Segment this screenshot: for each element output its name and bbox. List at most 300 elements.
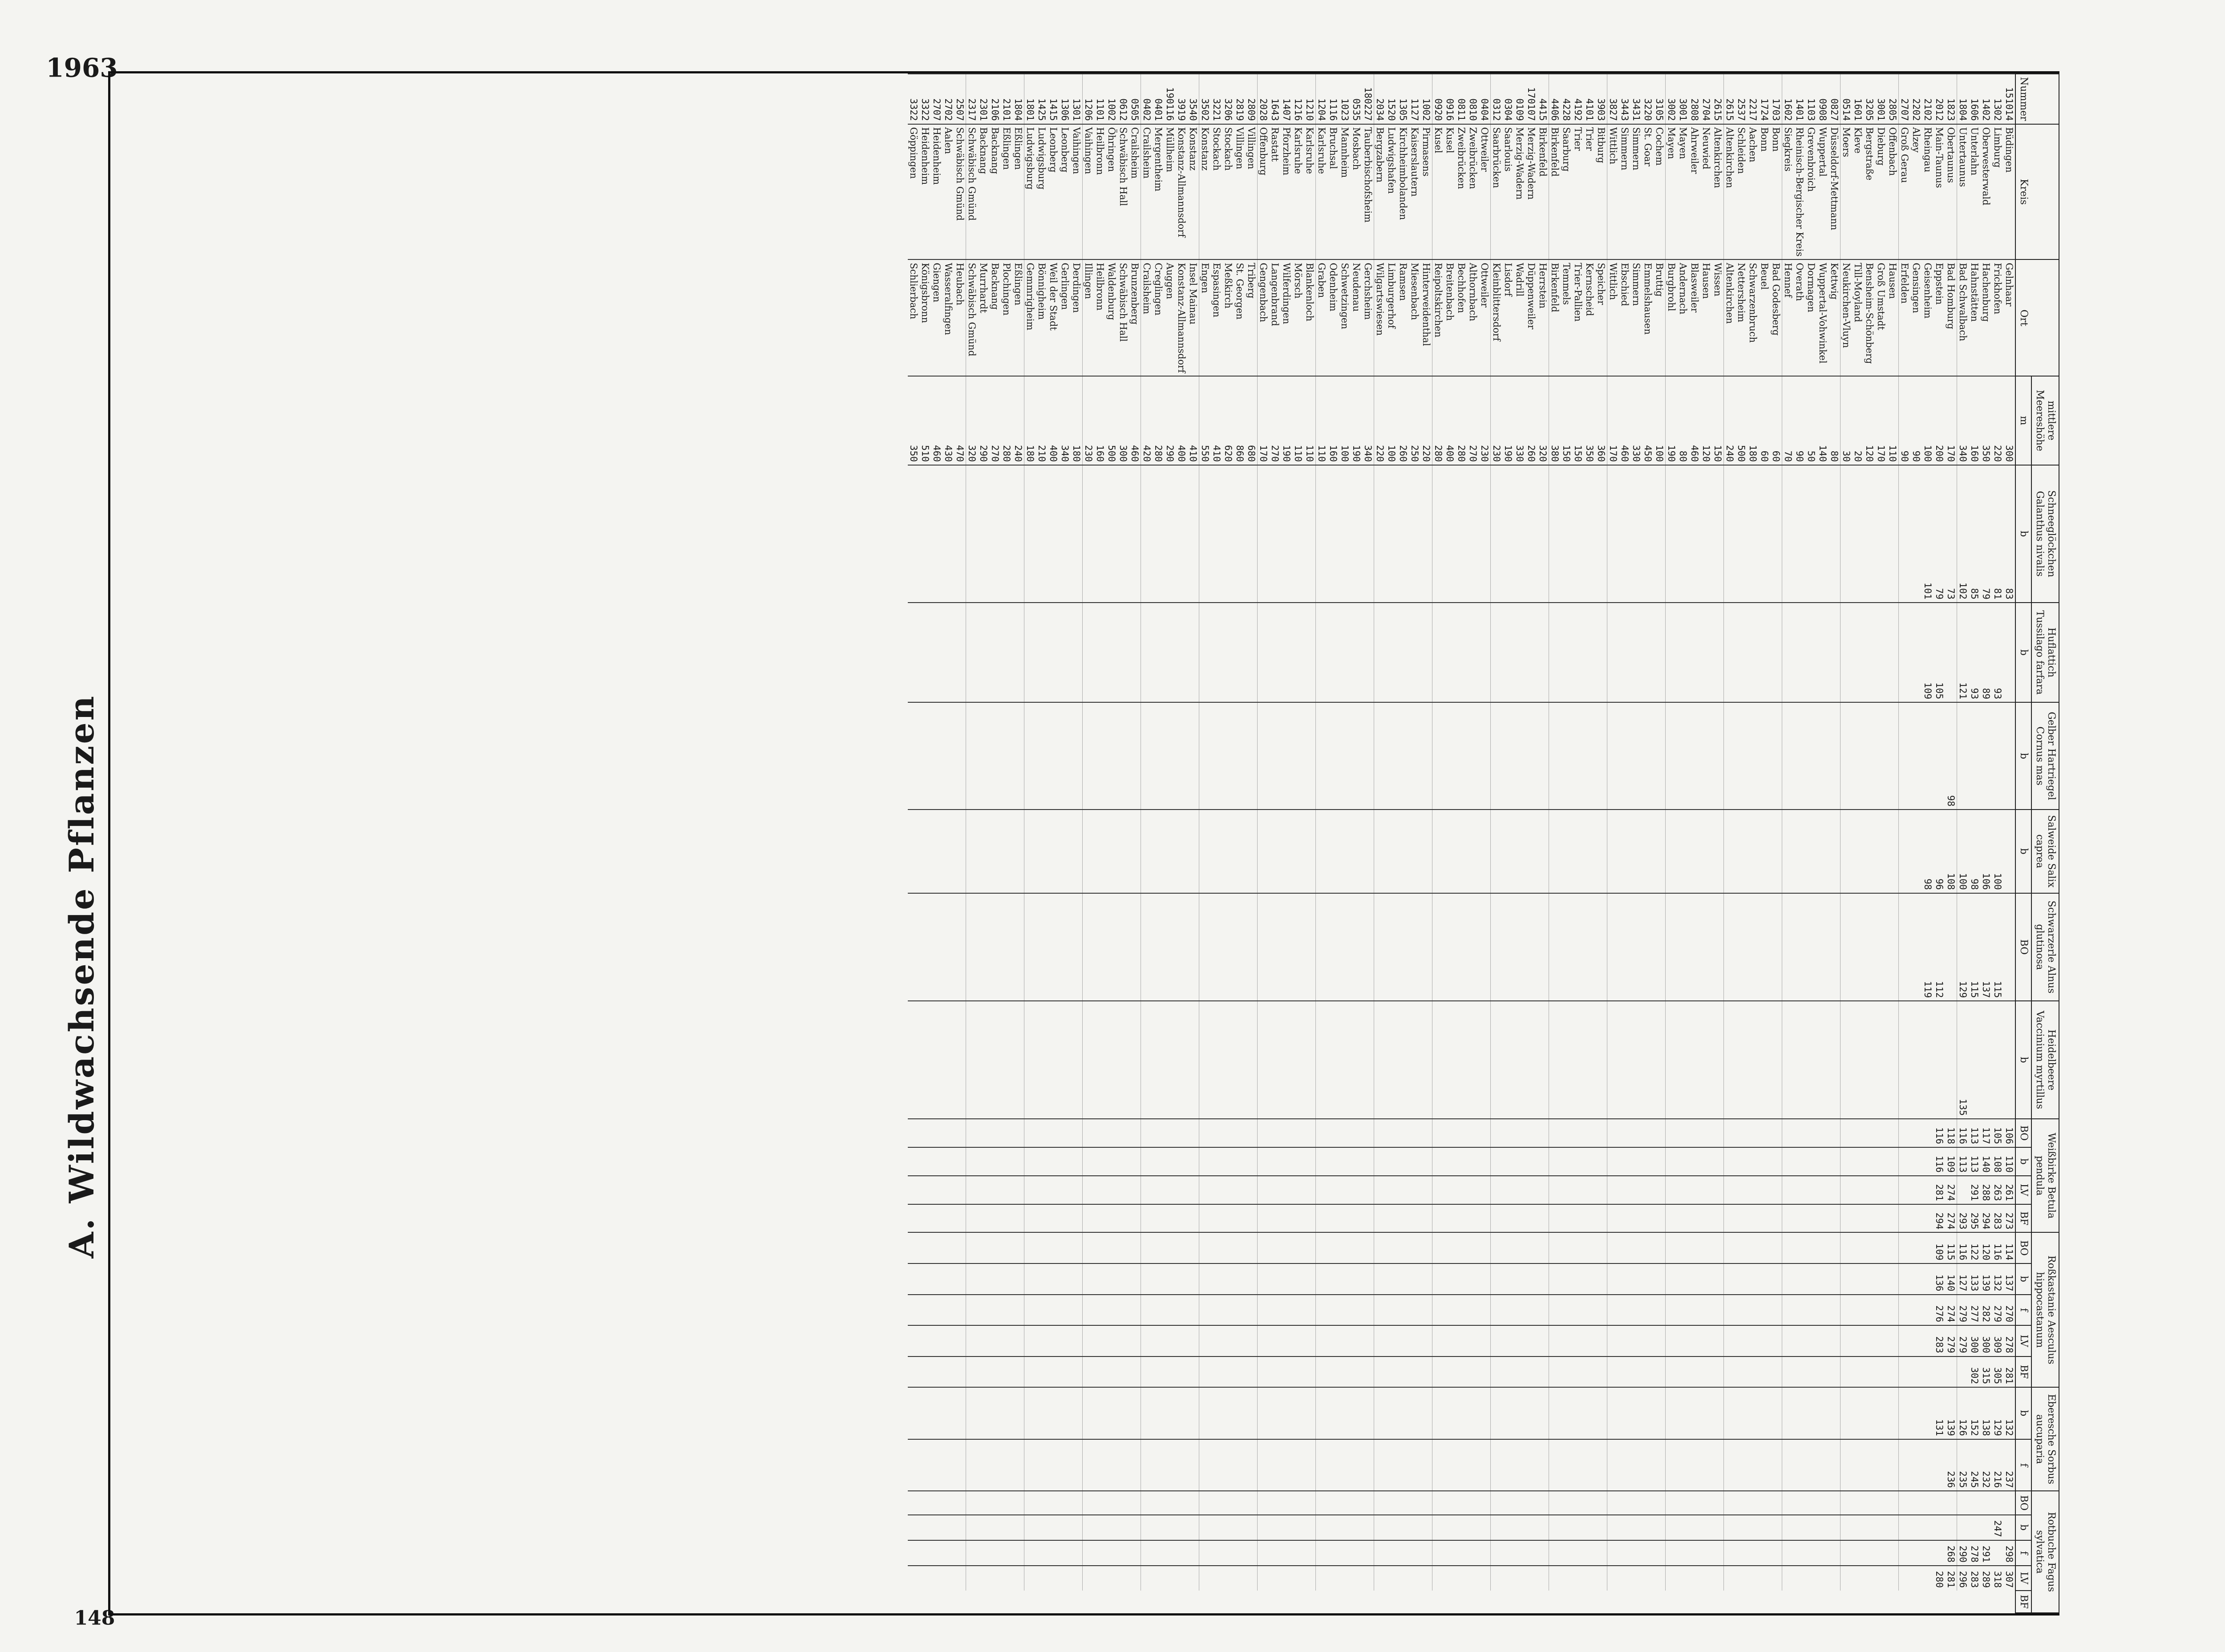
table-row <box>1619 74 1630 1613</box>
cell-value <box>1432 1387 1444 1439</box>
cell-value <box>1456 1204 1467 1233</box>
table-row <box>1724 74 1736 1613</box>
cell-value <box>1502 1232 1514 1263</box>
cell-value <box>1630 1176 1642 1204</box>
cell-value <box>1794 1325 1805 1356</box>
cell-value <box>954 1387 966 1439</box>
cell-ort: Gengenbach <box>1258 259 1270 376</box>
header-plant: Schwarzerle Alnus glutinosa <box>2031 893 2059 1001</box>
cell-value <box>1094 465 1106 603</box>
cell-value <box>1094 1356 1106 1388</box>
cell-value <box>1374 1204 1386 1233</box>
cell-value <box>1852 465 1864 603</box>
cell-nummer: 0827 <box>1829 74 1841 124</box>
cell-value <box>1561 1119 1572 1147</box>
cell-value: 295 <box>1969 1204 1980 1233</box>
cell-value <box>1211 1147 1222 1176</box>
cell-meereshoehe: 110 <box>1887 376 1899 465</box>
cell-value <box>1619 603 1630 702</box>
cell-value <box>1327 1176 1339 1204</box>
cell-value: 102 <box>1957 465 1969 603</box>
cell-nummer: 2707 <box>931 74 943 124</box>
cell-ort: Birkenfeld <box>1549 259 1561 376</box>
cell-value <box>1199 1325 1211 1356</box>
cell-value <box>1782 1325 1794 1356</box>
cell-value: 274 <box>1945 1176 1957 1204</box>
cell-value <box>1841 810 1853 893</box>
cell-value <box>1805 1387 1817 1439</box>
cell-value <box>1805 1540 1817 1566</box>
cell-value <box>1502 1295 1514 1326</box>
cell-value <box>1841 1540 1853 1566</box>
cell-value: 300 <box>1969 1325 1980 1356</box>
cell-value <box>1269 810 1281 893</box>
cell-value: 109 <box>1945 1147 1957 1176</box>
cell-meereshoehe: 170 <box>1875 376 1887 465</box>
cell-value <box>1595 1515 1607 1540</box>
cell-value <box>1292 1540 1304 1566</box>
cell-value <box>1759 702 1770 810</box>
cell-value <box>1689 1515 1700 1540</box>
cell-nummer: 2819 <box>1234 74 1246 124</box>
cell-value <box>1269 702 1281 810</box>
cell-value <box>1374 1540 1386 1566</box>
cell-value <box>1899 1147 1911 1176</box>
cell-value <box>1549 702 1561 810</box>
cell-value <box>1805 1263 1817 1295</box>
cell-value <box>1420 1263 1432 1295</box>
cell-value <box>1258 1176 1270 1204</box>
cell-meereshoehe: 170 <box>1258 376 1270 465</box>
cell-kreis: St. Goar <box>1642 124 1654 260</box>
cell-value <box>1001 1387 1012 1439</box>
cell-value <box>943 1566 954 1591</box>
cell-value <box>1374 1325 1386 1356</box>
cell-value <box>1444 603 1456 702</box>
cell-value <box>1677 1439 1689 1491</box>
cell-value <box>1910 1263 1922 1295</box>
cell-value <box>1164 465 1176 603</box>
cell-kreis: Rheingau <box>1922 124 1934 260</box>
cell-value <box>1269 1001 1281 1119</box>
cell-value <box>908 1325 919 1356</box>
table-row <box>1059 74 1071 1613</box>
cell-value <box>1875 702 1887 810</box>
cell-value <box>1467 1263 1479 1295</box>
cell-value <box>1724 1515 1736 1540</box>
cell-value <box>1036 1356 1048 1388</box>
cell-value <box>1444 1439 1456 1491</box>
cell-value: 131 <box>1934 1387 1945 1439</box>
cell-value <box>1864 1204 1875 1233</box>
header-phase: LV <box>2015 1176 2031 1204</box>
cell-value <box>954 1325 966 1356</box>
cell-value <box>1841 1119 1853 1147</box>
cell-value <box>1362 1491 1374 1514</box>
cell-value: 101 <box>1922 465 1934 603</box>
cell-value <box>1374 1232 1386 1263</box>
cell-value: 115 <box>1945 1232 1957 1263</box>
cell-value <box>1292 603 1304 702</box>
cell-value <box>1246 465 1258 603</box>
cell-value <box>1246 1515 1258 1540</box>
header-phase: b <box>2015 1001 2031 1119</box>
cell-value <box>1246 1387 1258 1439</box>
cell-value <box>1724 1232 1736 1263</box>
cell-value <box>1829 702 1841 810</box>
cell-value <box>1059 603 1071 702</box>
cell-value <box>1024 1325 1036 1356</box>
cell-value <box>1537 1515 1549 1540</box>
cell-value <box>1561 1439 1572 1491</box>
cell-value <box>1922 1439 1934 1491</box>
cell-value <box>1386 1387 1397 1439</box>
cell-value <box>1117 702 1129 810</box>
cell-value <box>1316 465 1328 603</box>
cell-value <box>1153 465 1164 603</box>
cell-value: 121 <box>1957 603 1969 702</box>
cell-kreis: Müllheim <box>1164 124 1176 260</box>
cell-value <box>1969 702 1980 810</box>
header-plant: Roßkastanie Aesculus hippocastanum <box>2031 1232 2059 1387</box>
cell-value <box>1841 1356 1853 1388</box>
cell-value <box>1630 702 1642 810</box>
cell-value <box>1059 1232 1071 1263</box>
cell-value: 139 <box>1980 1263 1992 1295</box>
cell-ort: Speicher <box>1595 259 1607 376</box>
cell-value <box>1048 1439 1059 1491</box>
cell-meereshoehe: 60 <box>1759 376 1770 465</box>
cell-value <box>1887 1295 1899 1326</box>
cell-value <box>1677 603 1689 702</box>
cell-value <box>1934 1439 1945 1491</box>
cell-value <box>1595 1439 1607 1491</box>
cell-value <box>1117 810 1129 893</box>
cell-value <box>1351 1204 1362 1233</box>
cell-value <box>978 1119 989 1147</box>
cell-value <box>1607 1263 1619 1295</box>
cell-value <box>1187 1176 1199 1204</box>
cell-value <box>1514 1540 1525 1566</box>
cell-ort: Till-Moyland <box>1852 259 1864 376</box>
cell-value <box>1969 1001 1980 1119</box>
cell-ort: Brunzenberg <box>1129 259 1141 376</box>
cell-value <box>1258 1491 1270 1514</box>
cell-value <box>1910 1232 1922 1263</box>
cell-value <box>1432 1232 1444 1263</box>
cell-kreis: Backnang <box>989 124 1001 260</box>
page-number: 148 <box>74 1607 115 1630</box>
cell-value <box>1071 465 1083 603</box>
cell-value <box>1001 1515 1012 1540</box>
cell-value <box>1281 1356 1292 1388</box>
cell-value <box>1525 1387 1537 1439</box>
cell-value <box>1841 1263 1853 1295</box>
cell-value <box>1351 1566 1362 1591</box>
cell-value <box>1444 1491 1456 1514</box>
cell-ort: Erfelden <box>1899 259 1911 376</box>
cell-value <box>1549 1176 1561 1204</box>
cell-value <box>989 702 1001 810</box>
cell-ort: Reipoltskirchen <box>1432 259 1444 376</box>
cell-value <box>1829 1540 1841 1566</box>
cell-value <box>1222 1176 1234 1204</box>
cell-value <box>1595 1540 1607 1566</box>
cell-value: 232 <box>1980 1439 1992 1491</box>
cell-meereshoehe: 160 <box>1327 376 1339 465</box>
cell-value <box>1164 1001 1176 1119</box>
cell-value <box>966 1295 978 1326</box>
cell-value <box>1292 1176 1304 1204</box>
cell-value <box>989 1387 1001 1439</box>
cell-value <box>1584 702 1595 810</box>
cell-value <box>1409 465 1420 603</box>
cell-value <box>1712 1439 1724 1491</box>
cell-value <box>1910 465 1922 603</box>
cell-value <box>1222 1263 1234 1295</box>
cell-value <box>1036 1325 1048 1356</box>
cell-value <box>1246 893 1258 1001</box>
cell-value <box>1910 1515 1922 1540</box>
cell-value <box>943 1176 954 1204</box>
cell-nummer: 2106 <box>989 74 1001 124</box>
cell-value <box>1444 465 1456 603</box>
cell-value <box>1514 1147 1525 1176</box>
cell-value <box>1712 1263 1724 1295</box>
cell-value <box>1642 1515 1654 1540</box>
cell-value <box>1199 1439 1211 1491</box>
cell-value <box>1747 1439 1759 1491</box>
table-row <box>1549 74 1561 1613</box>
cell-value <box>1572 1119 1584 1147</box>
cell-value <box>1211 1491 1222 1514</box>
cell-value: 281 <box>1945 1566 1957 1591</box>
cell-value <box>1642 1566 1654 1591</box>
cell-meereshoehe: 180 <box>1071 376 1083 465</box>
cell-value <box>943 1356 954 1388</box>
cell-value <box>1945 1356 1957 1388</box>
cell-kreis: Schwäbisch Gmünd <box>966 124 978 260</box>
cell-value <box>1922 702 1934 810</box>
cell-nummer: 3322 <box>908 74 919 124</box>
cell-value <box>1234 1325 1246 1356</box>
cell-value <box>1654 1295 1666 1326</box>
cell-value <box>1514 1356 1525 1388</box>
header-phase: BF <box>2015 1204 2031 1233</box>
cell-value <box>978 893 989 1001</box>
cell-value <box>1677 893 1689 1001</box>
cell-value: 282 <box>1980 1295 1992 1326</box>
cell-value <box>1246 1540 1258 1566</box>
cell-value <box>1736 1325 1747 1356</box>
cell-value <box>1176 893 1187 1001</box>
cell-value <box>1176 1491 1187 1514</box>
cell-value <box>1852 1176 1864 1204</box>
cell-value <box>1432 1176 1444 1204</box>
cell-value <box>931 1540 943 1566</box>
cell-value <box>1491 1515 1503 1540</box>
cell-value <box>1817 1439 1829 1491</box>
cell-value <box>1012 1491 1024 1514</box>
cell-value <box>1654 1356 1666 1388</box>
cell-ort: Herrstein <box>1537 259 1549 376</box>
cell-meereshoehe: 260 <box>1525 376 1537 465</box>
cell-value <box>954 1119 966 1147</box>
cell-value <box>1537 1325 1549 1356</box>
cell-value <box>1187 1232 1199 1263</box>
cell-value <box>1397 1515 1409 1540</box>
table-row <box>1595 74 1607 1613</box>
cell-value <box>1724 1001 1736 1119</box>
cell-value <box>1572 1176 1584 1204</box>
cell-value <box>1292 1356 1304 1388</box>
cell-value <box>1666 1566 1678 1591</box>
cell-value <box>1351 1325 1362 1356</box>
cell-value <box>1922 1515 1934 1540</box>
cell-value <box>1141 810 1153 893</box>
cell-meereshoehe: 190 <box>1666 376 1678 465</box>
cell-nummer: 0535 <box>1351 74 1362 124</box>
cell-value <box>1805 893 1817 1001</box>
cell-value <box>1001 893 1012 1001</box>
cell-value <box>1805 1001 1817 1119</box>
cell-value <box>1887 1232 1899 1263</box>
cell-value <box>1805 1295 1817 1326</box>
cell-value <box>1467 1356 1479 1388</box>
cell-value <box>1012 1204 1024 1233</box>
cell-value <box>1351 702 1362 810</box>
cell-value <box>1817 1001 1829 1119</box>
cell-ort: Schwetzingen <box>1339 259 1351 376</box>
cell-value: 278 <box>1969 1540 1980 1566</box>
cell-meereshoehe: 240 <box>1012 376 1024 465</box>
cell-value <box>1164 1566 1176 1591</box>
table-row <box>1899 74 1911 1613</box>
cell-value <box>1397 1387 1409 1439</box>
cell-value <box>1654 1325 1666 1356</box>
cell-kreis: Ahrweiler <box>1689 124 1700 260</box>
cell-value <box>1724 1356 1736 1388</box>
cell-value <box>1537 1263 1549 1295</box>
cell-value <box>1899 702 1911 810</box>
cell-value <box>908 1001 919 1119</box>
cell-kreis: Öhringen <box>1106 124 1117 260</box>
cell-value <box>1817 1263 1829 1295</box>
cell-ort: Geisenheim <box>1922 259 1934 376</box>
cell-ort: Gerlingen <box>1059 259 1071 376</box>
cell-value <box>1001 1566 1012 1591</box>
cell-value <box>1747 1001 1759 1119</box>
cell-value <box>1351 810 1362 893</box>
cell-value <box>1304 1204 1316 1233</box>
cell-nummer: 4406 <box>1549 74 1561 124</box>
cell-value <box>1864 1325 1875 1356</box>
cell-value <box>1537 1566 1549 1591</box>
cell-value <box>1094 1540 1106 1566</box>
cell-value <box>1549 1387 1561 1439</box>
cell-value <box>1001 1204 1012 1233</box>
cell-kreis: Bonn <box>1759 124 1770 260</box>
cell-value <box>1642 1001 1654 1119</box>
cell-value <box>1001 1119 1012 1147</box>
cell-value <box>1759 1491 1770 1514</box>
cell-value <box>1479 603 1491 702</box>
cell-value <box>1397 702 1409 810</box>
cell-value <box>1549 1295 1561 1326</box>
cell-value <box>1106 1295 1117 1326</box>
cell-value <box>966 1147 978 1176</box>
cell-value <box>1106 1387 1117 1439</box>
cell-ort: Wadrill <box>1514 259 1525 376</box>
cell-value <box>1258 1387 1270 1439</box>
cell-value <box>1222 1147 1234 1176</box>
cell-value <box>1677 1387 1689 1439</box>
cell-value <box>1281 1147 1292 1176</box>
cell-meereshoehe: 270 <box>1467 376 1479 465</box>
cell-value <box>1129 1566 1141 1591</box>
table-row <box>1666 74 1678 1613</box>
cell-value <box>1712 1387 1724 1439</box>
cell-value <box>1794 1295 1805 1326</box>
cell-value <box>1176 603 1187 702</box>
table-row <box>1747 74 1759 1613</box>
header-plant: Salweide Salix caprea <box>2031 810 2059 893</box>
cell-value <box>1316 1263 1328 1295</box>
table-row <box>1386 74 1397 1613</box>
cell-value <box>1770 465 1782 603</box>
cell-value <box>1222 1566 1234 1591</box>
cell-value <box>1712 1325 1724 1356</box>
header-nummer: Nummer <box>2015 74 2059 124</box>
cell-value <box>1619 465 1630 603</box>
cell-value: 108 <box>1992 1147 2003 1176</box>
cell-value <box>1864 603 1875 702</box>
cell-value <box>1899 1263 1911 1295</box>
cell-value <box>1852 1204 1864 1233</box>
cell-value <box>1164 1295 1176 1326</box>
cell-value <box>1420 1295 1432 1326</box>
cell-nummer: 3322 <box>919 74 931 124</box>
cell-value <box>1024 603 1036 702</box>
cell-value <box>1969 1491 1980 1514</box>
cell-value <box>931 1119 943 1147</box>
cell-nummer: 0505 <box>1129 74 1141 124</box>
cell-value: 120 <box>1980 1232 1992 1263</box>
cell-value <box>1409 1387 1420 1439</box>
cell-value <box>1316 1176 1328 1204</box>
cell-value <box>1362 1147 1374 1176</box>
cell-value <box>954 1566 966 1591</box>
table-row <box>1432 74 1444 1613</box>
cell-nummer: 2805 <box>1887 74 1899 124</box>
cell-value <box>1770 702 1782 810</box>
cell-kreis: Büdingen <box>2003 124 2015 260</box>
cell-meereshoehe: 410 <box>1211 376 1222 465</box>
cell-value <box>1420 1147 1432 1176</box>
cell-value <box>1817 1515 1829 1540</box>
cell-meereshoehe: 340 <box>1957 376 1969 465</box>
cell-value <box>978 1566 989 1591</box>
cell-value <box>1432 1540 1444 1566</box>
cell-value <box>1258 1263 1270 1295</box>
cell-value <box>1666 603 1678 702</box>
cell-value <box>1537 1176 1549 1204</box>
cell-value <box>1689 1295 1700 1326</box>
cell-value <box>1164 1325 1176 1356</box>
cell-value <box>1339 1325 1351 1356</box>
cell-value <box>1444 1387 1456 1439</box>
cell-value <box>1572 1204 1584 1233</box>
